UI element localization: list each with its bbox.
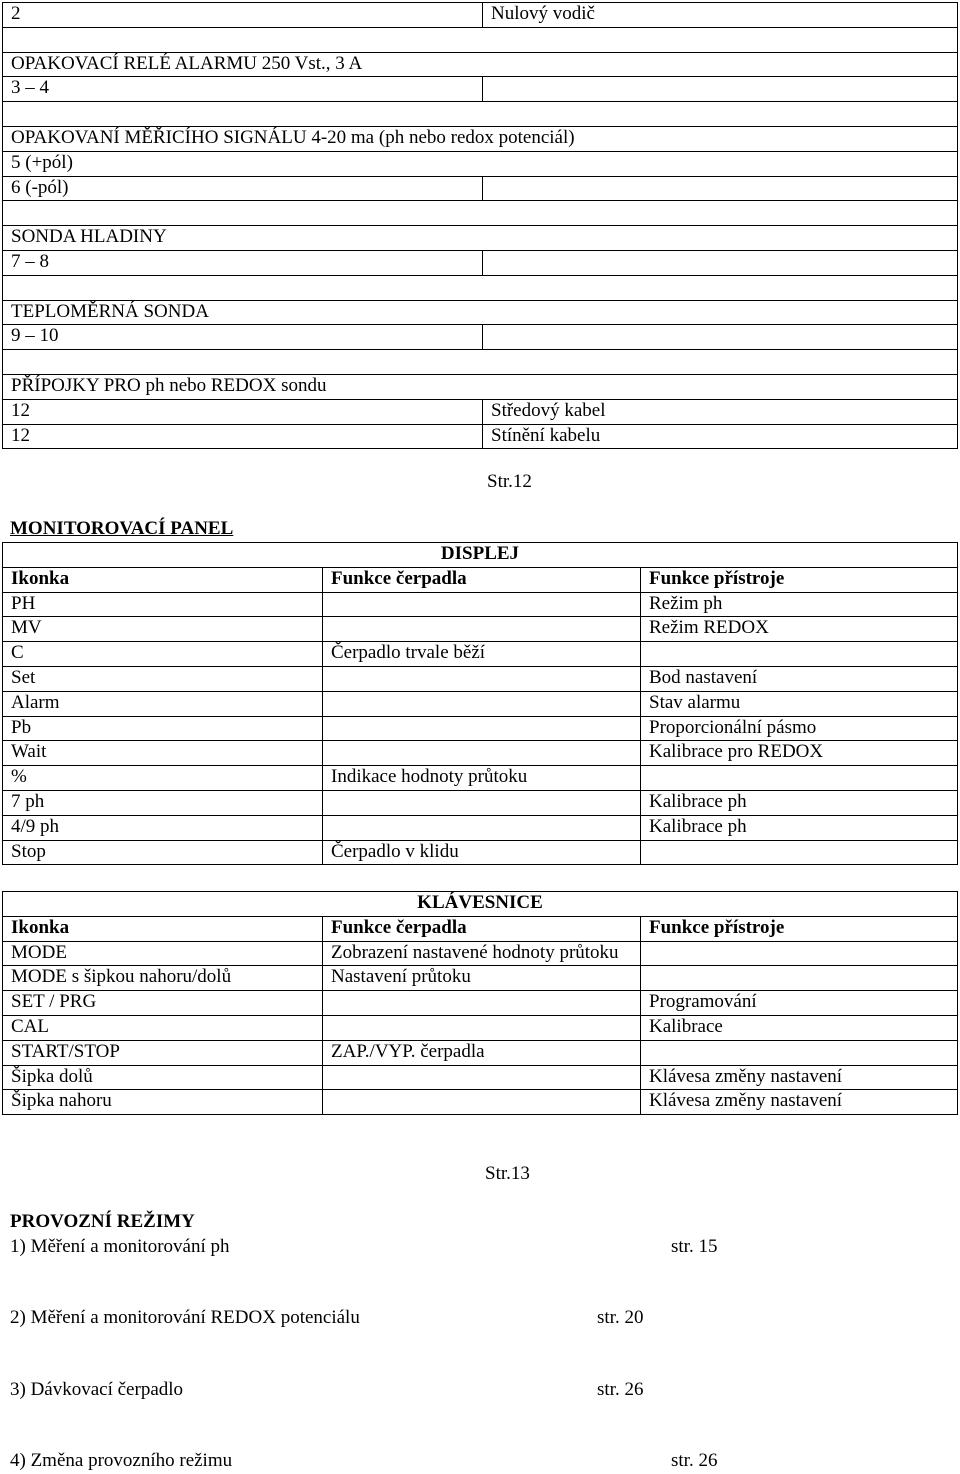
mode-item-label: 4) Změna provozního režimu [10, 1450, 233, 1471]
pump-function-cell: Čerpadlo v klidu [323, 840, 641, 865]
device-function-cell: Klávesa změny nastavení [641, 1065, 958, 1090]
terminal-desc-cell [483, 250, 958, 275]
device-function-cell: Kalibrace [641, 1015, 958, 1040]
pump-function-cell [323, 1090, 641, 1115]
icon-cell: Alarm [3, 691, 323, 716]
table-row [3, 1065, 958, 1090]
table-row [3, 374, 958, 399]
device-function-cell: Bod nastavení [641, 666, 958, 691]
device-function-cell [641, 941, 958, 966]
pump-function-cell [323, 741, 641, 766]
mode-item-page: str. 26 [597, 1379, 644, 1400]
table-header-row [3, 916, 958, 941]
key-cell: MODE s šipkou nahoru/dolů [3, 966, 323, 991]
table-title-row [3, 892, 958, 917]
pump-function-cell [323, 991, 641, 1016]
table-row [3, 1015, 958, 1040]
device-function-cell: Programování [641, 991, 958, 1016]
table-row [3, 250, 958, 275]
pump-function-cell [323, 1015, 641, 1040]
table-title: DISPLEJ [3, 543, 958, 568]
table-row [3, 350, 958, 375]
table-row [3, 399, 958, 424]
key-cell: Šipka dolů [3, 1065, 323, 1090]
table-row [3, 3, 958, 28]
table-row [3, 815, 958, 840]
pump-function-cell [323, 592, 641, 617]
page-reference: Str.13 [485, 1163, 530, 1184]
device-function-cell: Kalibrace ph [641, 815, 958, 840]
mode-item-page: str. 26 [671, 1450, 718, 1471]
pump-function-cell [323, 790, 641, 815]
terminal-cell: 12 [3, 399, 483, 424]
table-row [3, 691, 958, 716]
connection-table [2, 2, 958, 449]
key-cell: MODE [3, 941, 323, 966]
section-heading: OPAKOVANÍ MĚŘICÍHO SIGNÁLU 4-20 ma (ph nebo redox potenciál) [3, 126, 958, 151]
device-function-cell: Proporcionální pásmo [641, 716, 958, 741]
device-function-cell: Klávesa změny nastavení [641, 1090, 958, 1115]
device-function-cell [641, 966, 958, 991]
pump-function-cell [323, 666, 641, 691]
table-row [3, 941, 958, 966]
terminal-desc-cell [483, 176, 958, 201]
device-function-cell: Kalibrace pro REDOX [641, 741, 958, 766]
table-row [3, 617, 958, 642]
table-row [3, 991, 958, 1016]
pump-function-cell: Indikace hodnoty průtoku [323, 766, 641, 791]
spacer-cell [3, 27, 958, 52]
terminal-desc-cell: Stínění kabelu [483, 424, 958, 449]
terminal-cell: 9 – 10 [3, 325, 483, 350]
table-row [3, 766, 958, 791]
table-row [3, 300, 958, 325]
icon-cell: MV [3, 617, 323, 642]
terminal-cell: 12 [3, 424, 483, 449]
mode-item-page: str. 20 [597, 1307, 644, 1328]
mode-item-label: 3) Dávkovací čerpadlo [10, 1379, 184, 1400]
section-heading: SONDA HLADINY [3, 226, 958, 251]
device-function-cell [641, 766, 958, 791]
table-title-row [3, 543, 958, 568]
icon-cell: C [3, 642, 323, 667]
mode-item-page: str. 15 [671, 1236, 718, 1257]
table-row [3, 1090, 958, 1115]
key-cell: Šipka nahoru [3, 1090, 323, 1115]
icon-cell: PH [3, 592, 323, 617]
section-heading: TEPLOMĚRNÁ SONDA [3, 300, 958, 325]
terminal-desc-cell [483, 77, 958, 102]
icon-cell: Set [3, 666, 323, 691]
table-header-row [3, 567, 958, 592]
device-function-cell: Stav alarmu [641, 691, 958, 716]
pump-function-cell [323, 716, 641, 741]
spacer-cell [3, 275, 958, 300]
table-row [3, 52, 958, 77]
table-row [3, 642, 958, 667]
table-row [3, 666, 958, 691]
pump-function-cell [323, 815, 641, 840]
key-cell: START/STOP [3, 1040, 323, 1065]
device-function-cell: Kalibrace ph [641, 790, 958, 815]
table-row [3, 790, 958, 815]
terminal-cell: 6 (-pól) [3, 176, 483, 201]
table-row [3, 1040, 958, 1065]
key-cell: SET / PRG [3, 991, 323, 1016]
device-function-cell: Režim ph [641, 592, 958, 617]
key-cell: CAL [3, 1015, 323, 1040]
table-row [3, 151, 958, 176]
section-title: MONITOROVACÍ PANEL [10, 518, 234, 539]
table-row [3, 966, 958, 991]
column-header: Funkce přístroje [641, 567, 958, 592]
device-function-cell: Režim REDOX [641, 617, 958, 642]
column-header: Ikonka [3, 916, 323, 941]
terminal-cell: 7 – 8 [3, 250, 483, 275]
table-row [3, 741, 958, 766]
pump-function-cell [323, 1065, 641, 1090]
pump-function-cell [323, 691, 641, 716]
column-header: Funkce čerpadla [323, 916, 641, 941]
terminal-cell: 3 – 4 [3, 77, 483, 102]
table-row [3, 716, 958, 741]
terminal-desc-cell: Středový kabel [483, 399, 958, 424]
pump-function-cell: Nastavení průtoku [323, 966, 641, 991]
table-row [3, 424, 958, 449]
table-row [3, 325, 958, 350]
table-row [3, 201, 958, 226]
table-row [3, 226, 958, 251]
column-header: Funkce přístroje [641, 916, 958, 941]
pump-function-cell: Zobrazení nastavené hodnoty průtoku [323, 941, 641, 966]
pump-function-cell: ZAP./VYP. čerpadla [323, 1040, 641, 1065]
icon-cell: 4/9 ph [3, 815, 323, 840]
pump-function-cell [323, 617, 641, 642]
spacer-cell [3, 201, 958, 226]
icon-cell: Pb [3, 716, 323, 741]
device-function-cell [641, 840, 958, 865]
device-function-cell [641, 1040, 958, 1065]
icon-cell: Wait [3, 741, 323, 766]
page-reference: Str.12 [487, 471, 532, 492]
table-row [3, 102, 958, 127]
table-row [3, 275, 958, 300]
section-heading: PŘÍPOJKY PRO ph nebo REDOX sondu [3, 374, 958, 399]
terminal-cell: 5 (+pól) [3, 151, 958, 176]
display-table [2, 542, 958, 865]
icon-cell: 7 ph [3, 790, 323, 815]
terminal-desc-cell: Nulový vodič [483, 3, 958, 28]
column-header: Ikonka [3, 567, 323, 592]
device-function-cell [641, 642, 958, 667]
pump-function-cell: Čerpadlo trvale běží [323, 642, 641, 667]
terminal-cell: 2 [3, 3, 483, 28]
column-header: Funkce čerpadla [323, 567, 641, 592]
table-row [3, 176, 958, 201]
section-title: PROVOZNÍ REŽIMY [10, 1211, 195, 1232]
icon-cell: % [3, 766, 323, 791]
table-row [3, 77, 958, 102]
mode-item-label: 2) Měření a monitorování REDOX potenciálu [10, 1307, 360, 1328]
mode-item-label: 1) Měření a monitorování ph [10, 1236, 230, 1257]
table-row [3, 592, 958, 617]
keyboard-table [2, 891, 958, 1115]
table-row [3, 840, 958, 865]
table-row [3, 27, 958, 52]
table-row [3, 126, 958, 151]
table-title: KLÁVESNICE [3, 892, 958, 917]
terminal-desc-cell [483, 325, 958, 350]
section-heading: OPAKOVACÍ RELÉ ALARMU 250 Vst., 3 A [3, 52, 958, 77]
icon-cell: Stop [3, 840, 323, 865]
spacer-cell [3, 350, 958, 375]
spacer-cell [3, 102, 958, 127]
